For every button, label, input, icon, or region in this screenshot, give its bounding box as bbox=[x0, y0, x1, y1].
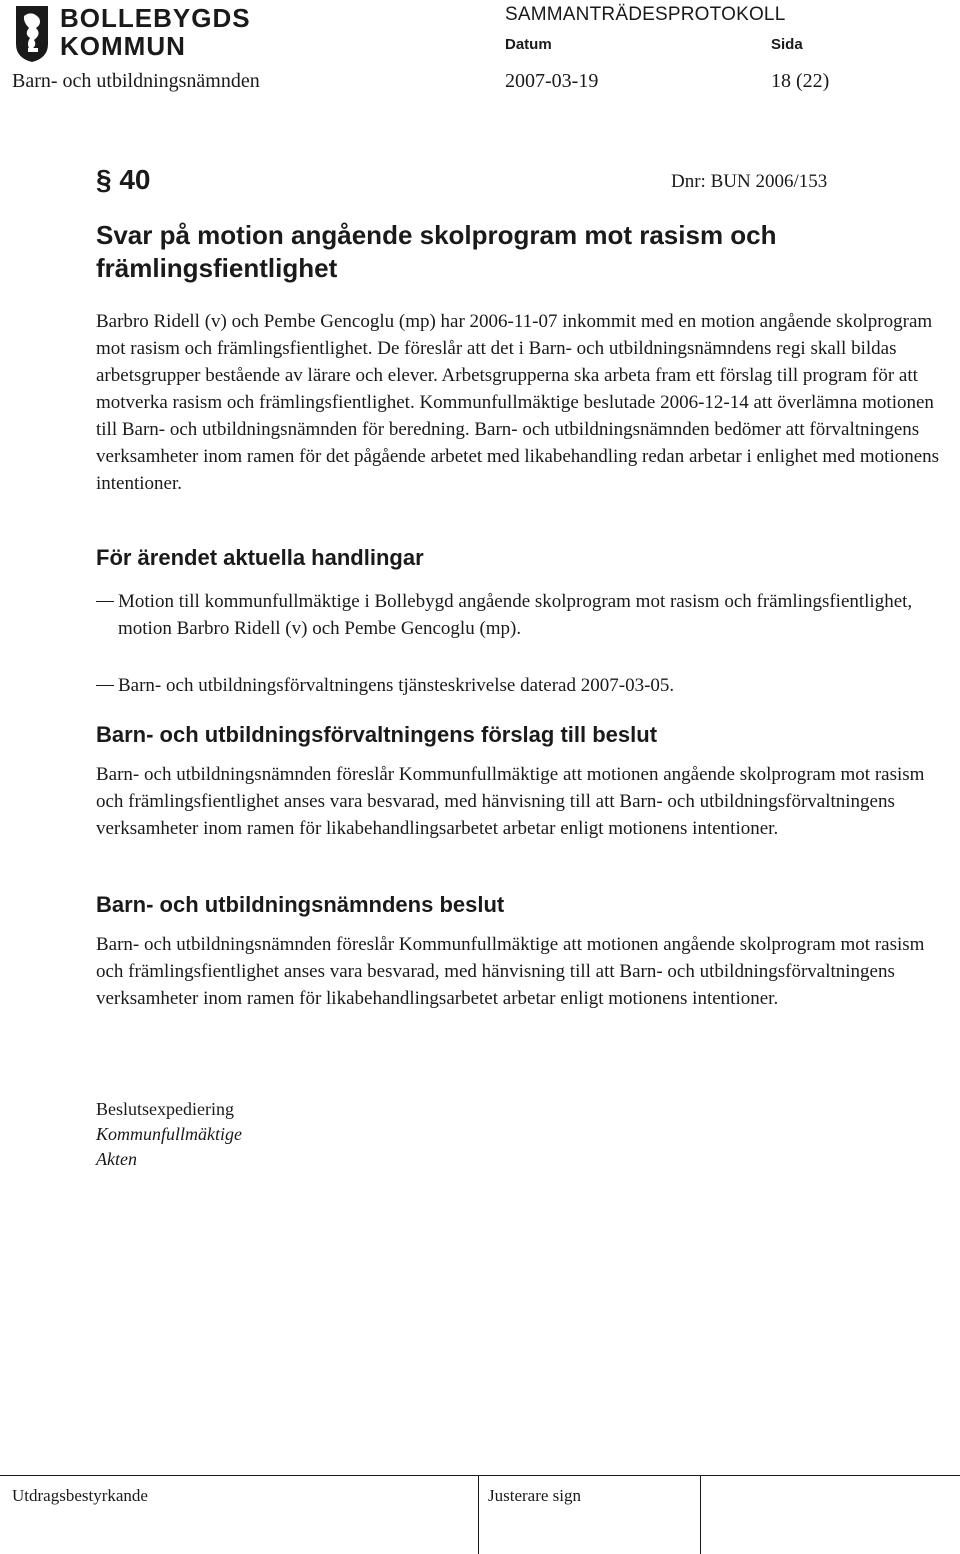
section-number: § 40 bbox=[96, 164, 151, 195]
dispatch-recipient: Akten bbox=[96, 1149, 137, 1169]
footer-divider bbox=[700, 1475, 701, 1554]
municipality-logo bbox=[12, 4, 252, 62]
decision-heading: Barn- och utbildningsnämndens beslut bbox=[96, 892, 505, 917]
documents-heading: För ärendet aktuella handlingar bbox=[96, 545, 424, 570]
board-name: Barn- och utbildningsnämnden bbox=[12, 70, 260, 92]
dispatch-block bbox=[96, 1097, 242, 1172]
list-item-text: Motion till kommunfullmäktige i Bollebygd angående skolprogram mot rasism och främlingsfientlighet, motion Barbro Ridell (v) och Pembe Gencoglu (mp). bbox=[118, 591, 913, 639]
logo-wordmark-line1: BOLLEBYGDS bbox=[60, 3, 251, 33]
reference-number: Dnr: BUN 2006/153 bbox=[671, 171, 828, 192]
page-label: Sida bbox=[771, 36, 803, 53]
list-item bbox=[96, 672, 946, 699]
logo-wordmark-line2: KOMMUN bbox=[60, 31, 186, 61]
decision-paragraph: Barn- och utbildningsnämnden föreslår Kommunfullmäktige att motionen angående skolprogram mot rasism och främlingsfientlighet anses vara besvarad, med hänvisning till att Barn- och utbildningsförvaltningens verksamheter inom ramen för likabehandlingsarbetet arbetar enligt motionens intentioner. bbox=[96, 934, 925, 1009]
list-item bbox=[96, 588, 946, 642]
document-type: SAMMANTRÄDESPROTOKOLL bbox=[505, 4, 786, 25]
dash-bullet-icon bbox=[96, 685, 114, 686]
proposal-heading: Barn- och utbildningsförvaltningens förslag till beslut bbox=[96, 722, 658, 747]
certified-extract-label: Utdragsbestyrkande bbox=[12, 1486, 148, 1505]
adjuster-sign-label: Justerare sign bbox=[488, 1486, 582, 1505]
dash-bullet-icon bbox=[96, 601, 114, 602]
list-item-text: Barn- och utbildningsförvaltningens tjänsteskrivelse daterad 2007-03-05. bbox=[118, 675, 675, 696]
meeting-date: 2007-03-19 bbox=[505, 70, 599, 92]
footer-divider bbox=[0, 1475, 960, 1476]
footer-divider bbox=[478, 1475, 479, 1554]
page-number: 18 (22) bbox=[771, 70, 830, 92]
page-title: Svar på motion angående skolprogram mot rasism och främlingsfientlighet bbox=[96, 220, 777, 283]
date-label: Datum bbox=[505, 36, 552, 53]
dispatch-heading: Beslutsexpediering bbox=[96, 1099, 234, 1119]
dispatch-recipient: Kommunfullmäktige bbox=[96, 1124, 242, 1144]
intro-paragraph: Barbro Ridell (v) och Pembe Gencoglu (mp) har 2006-11-07 inkommit med en motion angående skolprogram mot rasism och främlingsfientlighet. De föreslår att det i Barn- och utbildningsnämndens regi skall bildas arbetsgrupper bestående av lärare och elever. Arbetsgrupperna ska arbeta fram ett förslag till program för att motverka rasism och främlingsfientlighet. Kommunfullmäktige beslutade 2006-12-14 att överlämna motionen till Barn- och utbildningsnämnden för beredning. Barn- och utbildningsnämnden bedömer att förvaltningens verksamheter inom ramen för det pågående arbetet med likabehandling redan arbetar i enlighet med motionens intentioner. bbox=[96, 311, 940, 494]
proposal-paragraph: Barn- och utbildningsnämnden föreslår Kommunfullmäktige att motionen angående skolprogram mot rasism och främlingsfientlighet anses vara besvarad, med hänvisning till att Barn- och utbildningsförvaltningens verksamheter inom ramen för likabehandlingsarbetet arbetar enligt motionens intentioner. bbox=[96, 764, 925, 839]
